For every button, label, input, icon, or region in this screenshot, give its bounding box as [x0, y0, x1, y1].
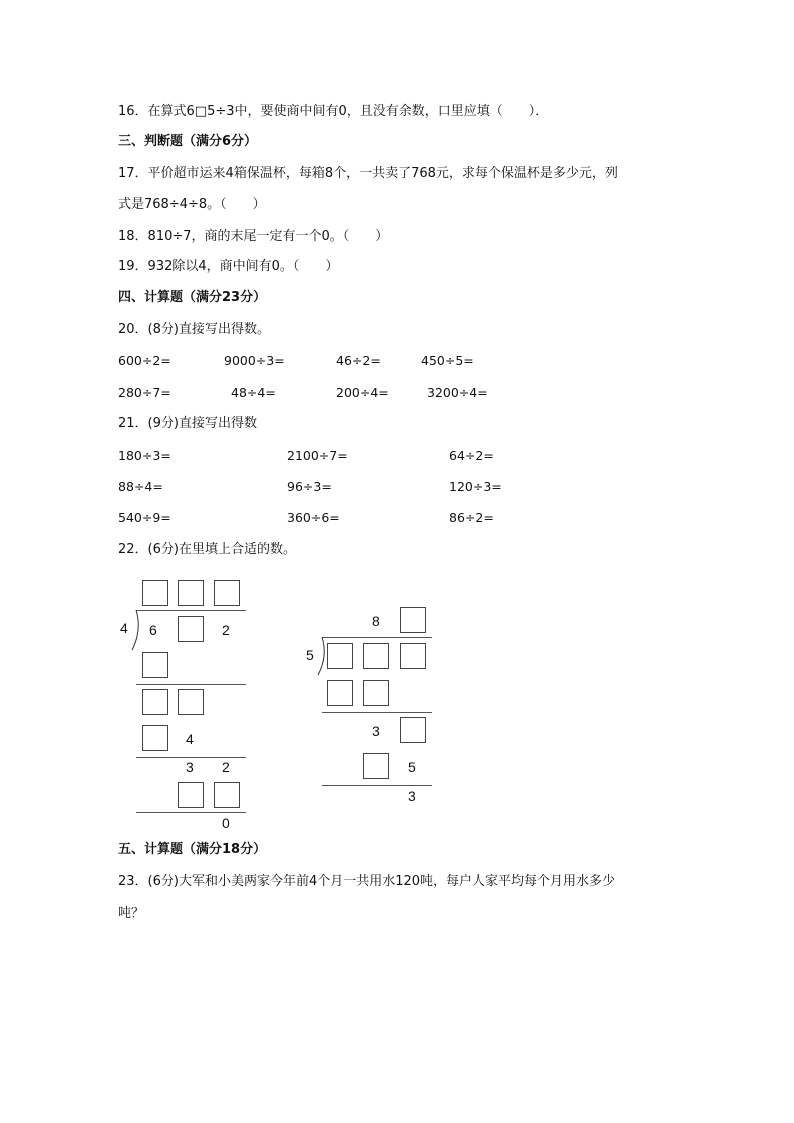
work-digit: 3: [372, 723, 380, 739]
division-bracket: [314, 637, 328, 677]
step-line: [136, 812, 246, 813]
remainder-digit: 3: [408, 788, 416, 804]
step-line: [136, 757, 246, 758]
question-19: 19．932除以4，商中间有0。（ ）: [118, 259, 339, 274]
dividend-digit: 6: [149, 622, 157, 638]
answer-box[interactable]: [142, 725, 168, 751]
q20-item: 200÷4=: [336, 385, 389, 400]
answer-box[interactable]: [214, 782, 240, 808]
question-16: 16．在算式6□5÷3中，要使商中间有0，且没有余数，口里应填（ ）．: [118, 104, 549, 119]
step-line: [322, 712, 432, 713]
q20-item: 450÷5=: [421, 353, 474, 368]
q21-item: 86÷2=: [449, 510, 494, 525]
divisor-digit: 4: [120, 620, 128, 636]
step-line: [322, 785, 432, 786]
q21-item: 96÷3=: [287, 479, 332, 494]
section-5-heading: 五、计算题（满分18分）: [118, 842, 267, 857]
section-3-heading: 三、判断题（满分6分）: [118, 134, 258, 149]
work-digit: 4: [186, 731, 194, 747]
division-bar: [322, 637, 432, 638]
dividend-digit: 2: [222, 622, 230, 638]
work-digit: 2: [222, 759, 230, 775]
quotient-digit: 8: [372, 613, 380, 629]
q21-item: 64÷2=: [449, 448, 494, 463]
question-23-line-1: 23．(6分)大军和小美两家今年前4个月一共用水120吨，每户人家平均每个月用水多少: [118, 874, 616, 889]
division-bar: [136, 610, 246, 611]
answer-box[interactable]: [363, 643, 389, 669]
work-digit: 5: [408, 759, 416, 775]
section-4-heading: 四、计算题（满分23分）: [118, 290, 267, 305]
answer-box[interactable]: [178, 689, 204, 715]
q20-item: 9000÷3=: [224, 353, 285, 368]
answer-box[interactable]: [400, 717, 426, 743]
question-22: 22．(6分)在里填上合适的数。: [118, 542, 296, 557]
q20-item: 600÷2=: [118, 353, 171, 368]
question-20: 20．(8分)直接写出得数。: [118, 322, 270, 337]
question-18: 18．810÷7，商的末尾一定有一个0。（ ）: [118, 229, 389, 244]
question-21: 21．(9分)直接写出得数: [118, 416, 257, 431]
q21-item: 120÷3=: [449, 479, 502, 494]
answer-box[interactable]: [363, 680, 389, 706]
q21-item: 2100÷7=: [287, 448, 348, 463]
division-bracket: [128, 610, 142, 652]
question-17-line-1: 17．平价超市运来4箱保温杯，每箱8个，一共卖了768元，求每个保温杯是多少元，列: [118, 166, 618, 181]
remainder-digit: 0: [222, 815, 230, 831]
step-line: [136, 684, 246, 685]
answer-box[interactable]: [142, 580, 168, 606]
answer-box[interactable]: [400, 643, 426, 669]
q20-item: 3200÷4=: [427, 385, 488, 400]
question-17-line-2: 式是768÷4÷8。（ ）: [118, 197, 266, 212]
q21-item: 180÷3=: [118, 448, 171, 463]
question-23-line-2: 吨？: [118, 906, 145, 921]
work-digit: 3: [186, 759, 194, 775]
answer-box[interactable]: [178, 616, 204, 642]
q20-item: 48÷4=: [231, 385, 276, 400]
q21-item: 540÷9=: [118, 510, 171, 525]
q21-item: 360÷6=: [287, 510, 340, 525]
q21-item: 88÷4=: [118, 479, 163, 494]
divisor-digit: 5: [306, 647, 314, 663]
answer-box[interactable]: [214, 580, 240, 606]
answer-box[interactable]: [142, 652, 168, 678]
answer-box[interactable]: [327, 643, 353, 669]
answer-box[interactable]: [363, 753, 389, 779]
answer-box[interactable]: [327, 680, 353, 706]
answer-box[interactable]: [400, 607, 426, 633]
answer-box[interactable]: [178, 580, 204, 606]
answer-box[interactable]: [142, 689, 168, 715]
answer-box[interactable]: [178, 782, 204, 808]
q20-item: 280÷7=: [118, 385, 171, 400]
q20-item: 46÷2=: [336, 353, 381, 368]
